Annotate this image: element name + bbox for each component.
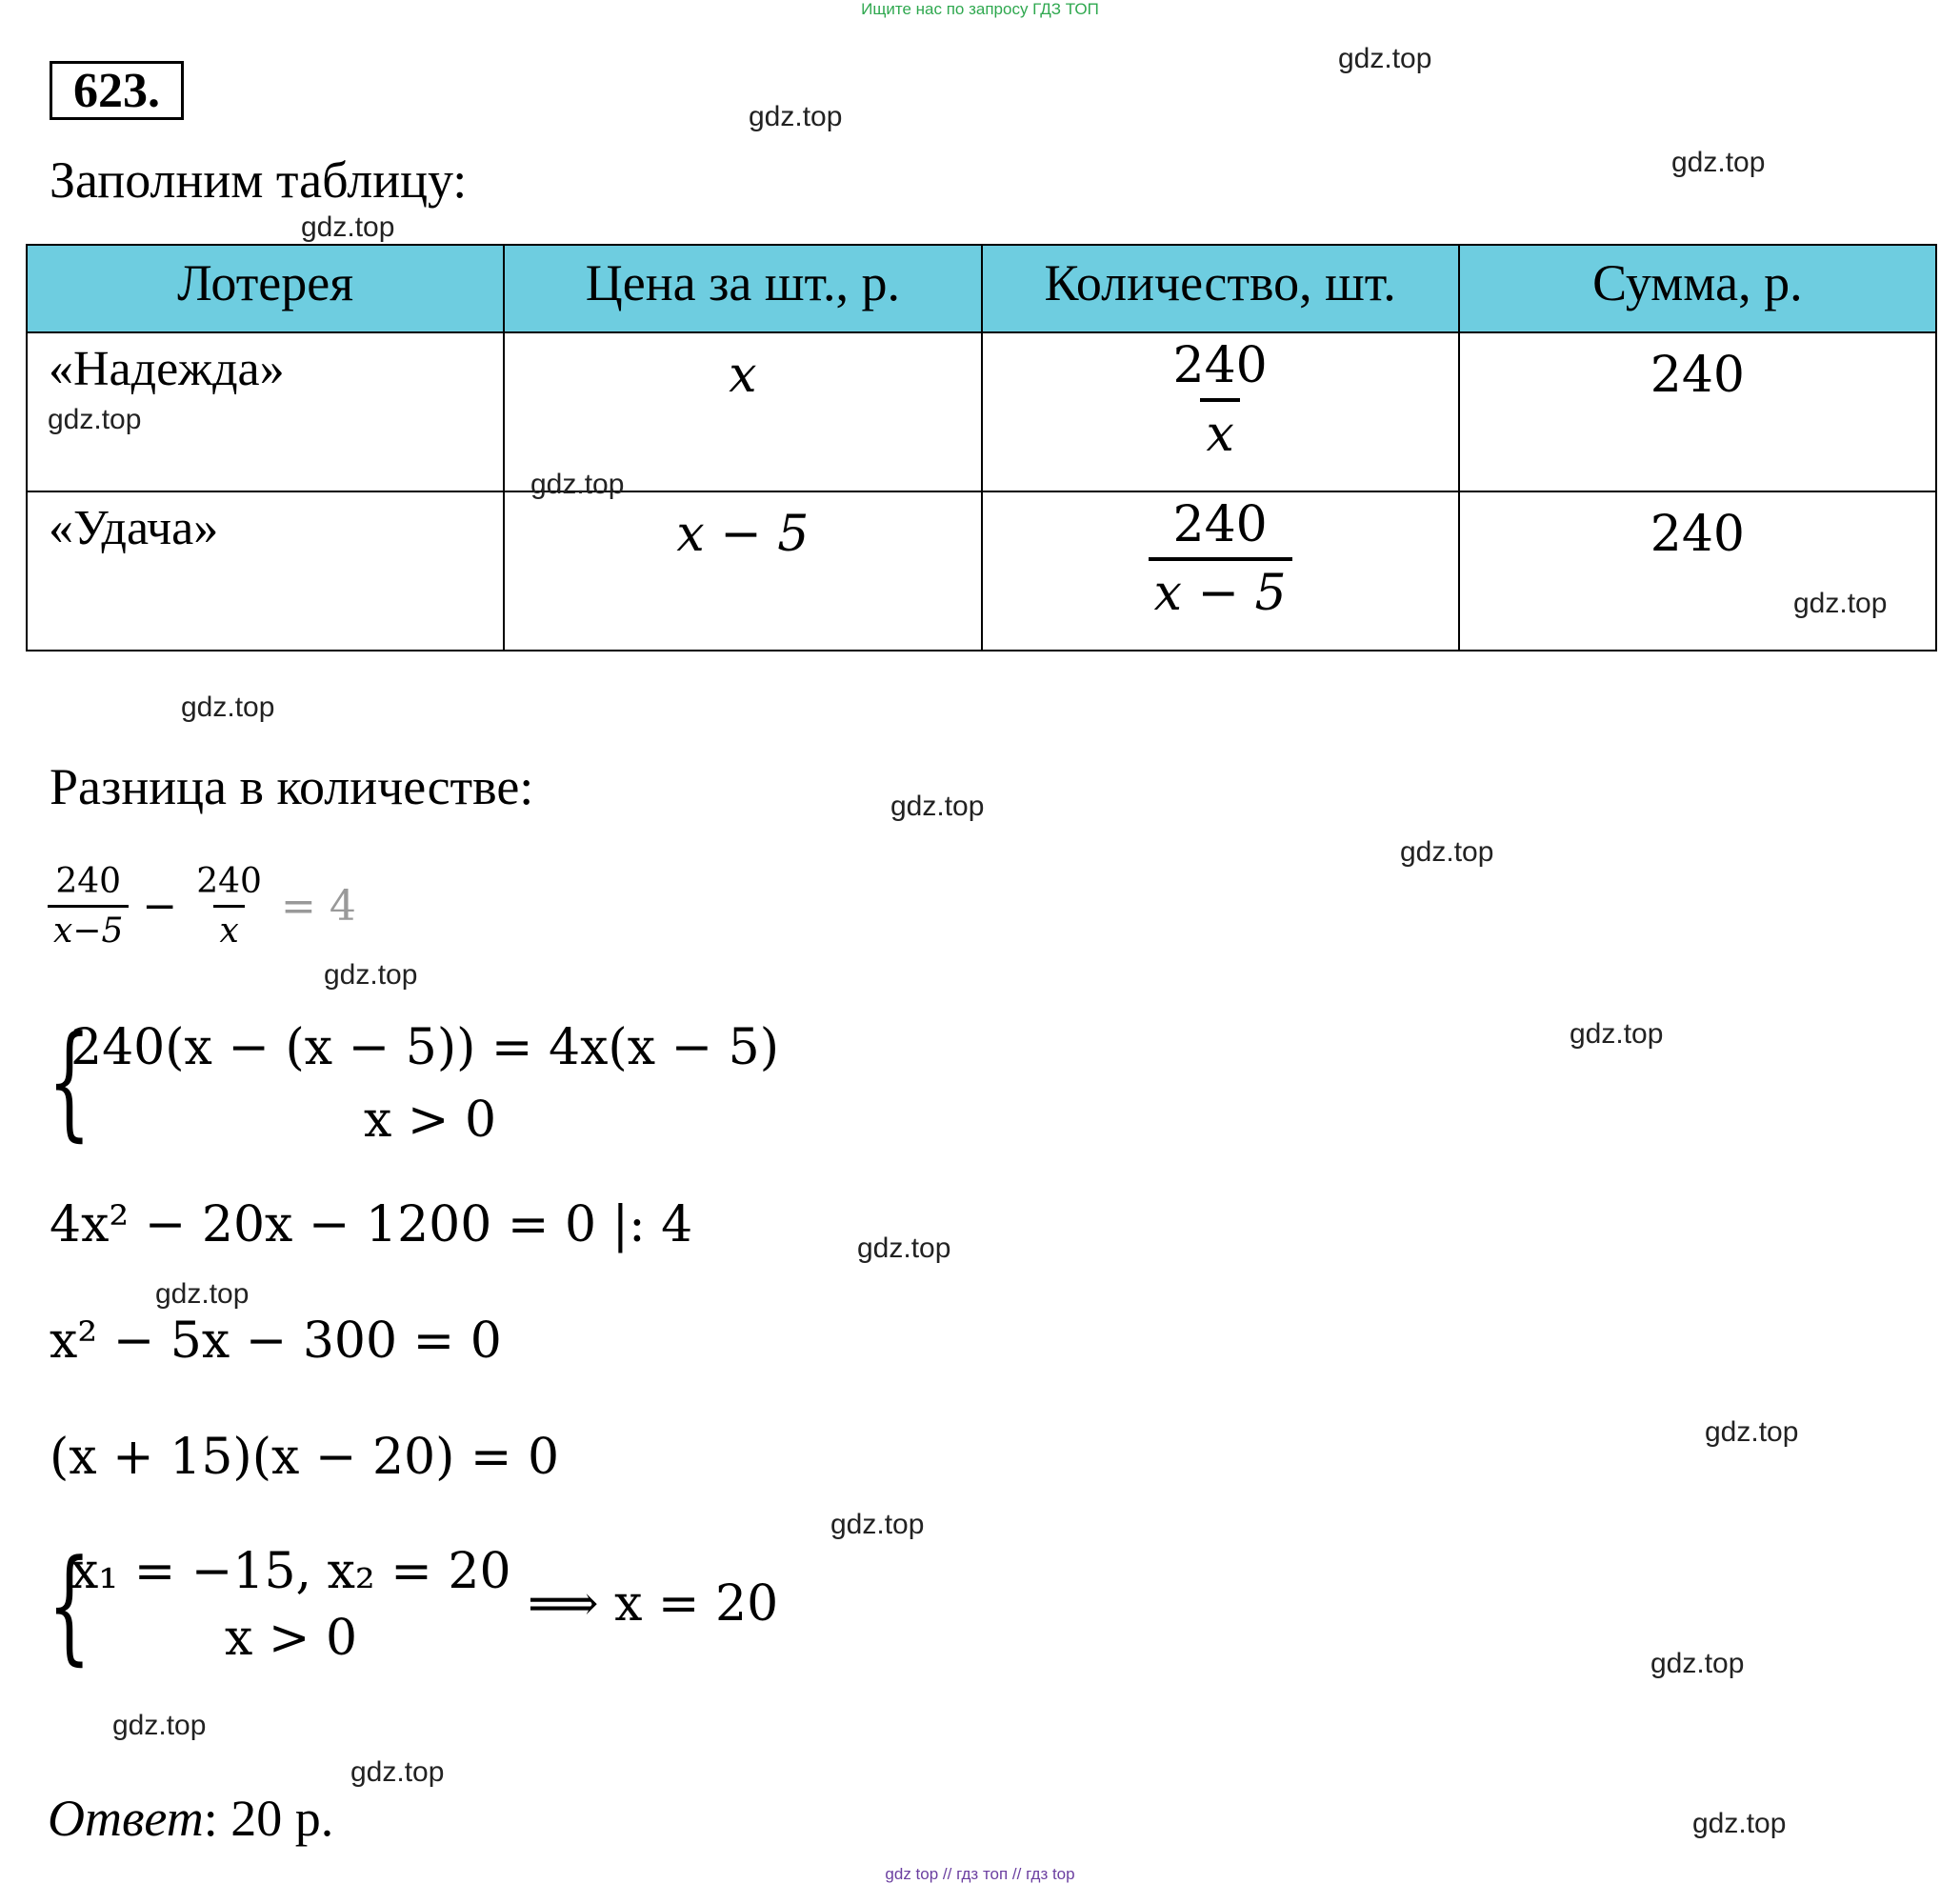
row-quantity (982, 332, 1459, 491)
fraction-denominator: x (1200, 398, 1239, 463)
watermark: gdz.top (1338, 43, 1432, 74)
equation-rhs: = 4 (280, 882, 356, 931)
left-brace-icon: { (48, 1533, 91, 1677)
fraction-1-denominator: x−5 (48, 905, 129, 951)
price-value: x − 5 (676, 506, 810, 563)
watermark: gdz.top (890, 791, 985, 822)
intro-heading: Заполним таблицу: (50, 151, 468, 209)
fraction-2-numerator: 240 (196, 862, 262, 901)
step-2: x² − 5x − 300 = 0 (50, 1313, 502, 1370)
watermark: gdz.top (112, 1710, 207, 1741)
equation-difference (48, 862, 356, 951)
system-2-line-2: x > 0 (225, 1610, 358, 1667)
footer-links: gdz top // гдз топ // гдз top (885, 1865, 1075, 1883)
fraction-denominator: x − 5 (1149, 557, 1292, 622)
sum-value: 240 (1650, 347, 1745, 404)
watermark: gdz.top (1570, 1018, 1664, 1050)
answer-value: : 20 р. (203, 1790, 334, 1847)
difference-heading: Разница в количестве: (50, 758, 534, 815)
row-name: «Удача» (27, 491, 504, 651)
watermark: gdz.top (1400, 836, 1494, 868)
price-value: x (729, 347, 757, 404)
system-1-line-2: x > 0 (364, 1092, 497, 1149)
lottery-table (26, 244, 1937, 651)
left-brace-icon: { (48, 1009, 91, 1153)
row-price (504, 332, 981, 491)
top-banner: Ищите нас по запросу ГДЗ ТОП (861, 0, 1099, 18)
sum-value: 240 (1650, 506, 1745, 563)
minus-sign: − (142, 882, 178, 931)
watermark: gdz.top (301, 211, 395, 243)
watermark: gdz.top (1671, 147, 1766, 178)
step-1: 4x² − 20x − 1200 = 0 |: 4 (50, 1196, 693, 1253)
table-header-row (27, 245, 1936, 332)
row-name: «Надежда» (27, 332, 504, 491)
table-row (27, 332, 1936, 491)
fraction-1 (48, 862, 129, 951)
watermark: gdz.top (48, 404, 142, 435)
header-price: Цена за шт., р. (504, 245, 981, 332)
fraction-numerator: 240 (1172, 496, 1268, 553)
watermark: gdz.top (350, 1756, 445, 1788)
header-quantity: Количество, шт. (982, 245, 1459, 332)
watermark: gdz.top (530, 469, 625, 500)
watermark: gdz.top (749, 101, 843, 132)
fraction-numerator: 240 (1172, 337, 1268, 394)
watermark: gdz.top (857, 1233, 951, 1264)
row-sum (1459, 491, 1936, 651)
system-2-line-1: x₁ = −15, x₂ = 20 (70, 1543, 511, 1600)
watermark: gdz.top (181, 691, 275, 723)
quantity-fraction (1167, 337, 1272, 463)
problem-number: 623. (50, 61, 184, 120)
watermark: gdz.top (324, 959, 418, 991)
watermark: gdz.top (830, 1509, 925, 1540)
fraction-2-denominator: x (213, 905, 244, 951)
watermark: gdz.top (155, 1278, 250, 1310)
row-sum (1459, 332, 1936, 491)
table-row (27, 491, 1936, 651)
answer (48, 1789, 333, 1848)
fraction-1-numerator: 240 (55, 862, 122, 901)
watermark: gdz.top (1705, 1416, 1799, 1448)
fraction-2 (190, 862, 268, 951)
header-lottery: Лотерея (27, 245, 504, 332)
answer-label: Ответ (48, 1790, 204, 1847)
header-sum: Сумма, р. (1459, 245, 1936, 332)
system-1-line-1: 240(x − (x − 5)) = 4x(x − 5) (70, 1019, 780, 1076)
watermark: gdz.top (1650, 1648, 1745, 1679)
watermark: gdz.top (1692, 1808, 1787, 1839)
watermark: gdz.top (1793, 588, 1888, 619)
quantity-fraction (1149, 496, 1292, 622)
row-price (504, 491, 981, 651)
step-3: (x + 15)(x − 20) = 0 (50, 1429, 560, 1486)
row-quantity (982, 491, 1459, 651)
system-2-result: ⟹ x = 20 (528, 1575, 779, 1633)
